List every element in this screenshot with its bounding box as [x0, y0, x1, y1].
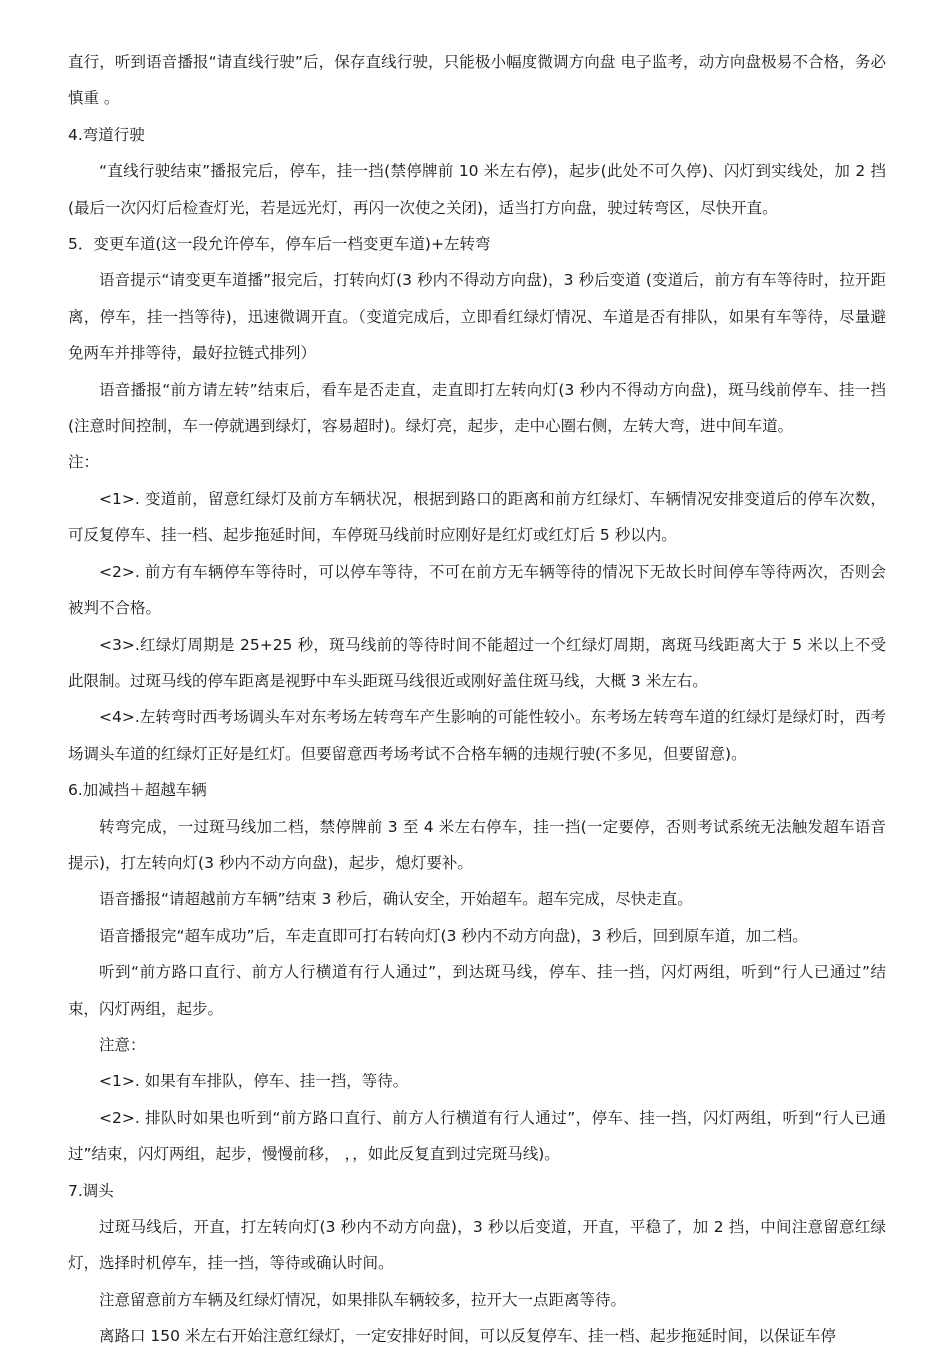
note-item: <2>. 前方有车辆停车等待时，可以停车等待，不可在前方无车辆等待的情况下无故长时间停车等待两次，否则会被判不合格。: [68, 562, 886, 618]
note-item: <2>. 排队时如果也听到“前方路口直行、前方人行横道有行人通过”，停车、挂一挡，闪灯两组，听到“行人已通过”结束，闪灯两组，起步，慢慢前移， ，，如此反复直到过完斑马线)。: [68, 1108, 886, 1164]
paragraph-continuation: 直行，听到语音播报“请直线行驶”后，保存直线行驶，只能极小幅度微调方向盘 电子监考，动方向盘极易不合格，务必慎重 。: [68, 53, 886, 108]
paragraph: 语音播报完“超车成功”后，车走直即可打右转向灯(3 秒内不动方向盘)，3 秒后，回到原车道，加二档。: [99, 926, 808, 945]
paragraph: 语音播报“请超越前方车辆”结束 3 秒后，确认安全，开始超车。超车完成，尽快走直。: [99, 890, 693, 909]
paragraph: 转弯完成，一过斑马线加二档，禁停牌前 3 至 4 米左右停车，挂一挡(一定要停，否则考试系统无法触发超车语音提示)，打左转向灯(3 秒内不动方向盘)，起步，熄灯要补。: [68, 817, 886, 872]
paragraph: 离路口 150 米左右开始注意红绿灯，一定安排好时间，可以反复停车、挂一档、起步拖延时间，以保证车停: [99, 1327, 836, 1346]
paragraph: “直线行驶结束”播报完后，停车，挂一挡(禁停牌前 10 米左右停)，起步(此处不可久停)、闪灯到实线处，加 2 挡(最后一次闪灯后检查灯光，若是远光灯，再闪一次使之关闭)，适当打方向盘，驶过转弯区，尽快开直。: [68, 162, 886, 217]
section-heading-7: 7.调头: [68, 1181, 114, 1200]
paragraph: 过斑马线后，开直，打左转向灯(3 秒内不动方向盘)，3 秒以后变道，开直，平稳了，加 2 挡，中间注意留意红绿灯，选择时机停车，挂一挡，等待或确认时间。: [68, 1218, 886, 1273]
note-label: 注：: [68, 453, 100, 472]
note-item: <3>.红绿灯周期是 25+25 秒，斑马线前的等待时间不能超过一个红绿灯周期，离斑马线距离大于 5 米以上不受此限制。过斑马线的停车距离是视野中车头距斑马线很近或刚好盖住斑马线，大概 3 米左右。: [68, 635, 886, 690]
paragraph: 注意留意前方车辆及红绿灯情况，如果排队车辆较多，拉开大一点距离等待。: [99, 1290, 627, 1309]
note-item: <1>. 如果有车排队，停车、挂一挡，等待。: [99, 1072, 409, 1091]
note-item: <4>.左转弯时西考场调头车对东考场左转弯车产生影响的可能性较小。东考场左转弯车道的红绿灯是绿灯时，西考场调头车道的红绿灯正好是红灯。但要留意西考场考试不合格车辆的违规行驶(不多见，但要留意)。: [68, 708, 886, 763]
note-label: 注意：: [99, 1035, 146, 1054]
paragraph: 语音播报“前方请左转”结束后，看车是否走直，走直即打左转向灯(3 秒内不得动方向盘)，斑马线前停车、挂一挡(注意时间控制，车一停就遇到绿灯，容易超时)。绿灯亮，起步，走中心圈右侧，左转大弯，进中间车道。: [68, 380, 886, 436]
section-heading-4: 4.弯道行驶: [68, 125, 145, 144]
section-heading-5: 5．变更车道(这一段允许停车，停车后一档变更车道)+左转弯: [68, 235, 491, 254]
paragraph: 语音提示“请变更车道播”报完后，打转向灯(3 秒内不得动方向盘)，3 秒后变道 (变道后，前方有车等待时，拉开距离，停车，挂一挡等待)，迅速微调开直。（变道完成后，立即看红绿灯情况、车道是否有排队，如果有车等待，尽量避免两车并排等待，最好拉链式排列）: [68, 271, 886, 363]
section-heading-6: 6.加减挡＋超越车辆: [68, 781, 207, 800]
document-body: [68, 44, 886, 1355]
note-item: <1>. 变道前，留意红绿灯及前方车辆状况，根据到路口的距离和前方红绿灯、车辆情况安排变道后的停车次数，可反复停车、挂一档、起步拖延时间，车停斑马线前时应刚好是红灯或红灯后 5 秒以内。: [68, 489, 886, 545]
paragraph: 听到“前方路口直行、前方人行横道有行人通过”，到达斑马线，停车、挂一挡，闪灯两组，听到“行人已通过”结束，闪灯两组，起步。: [68, 963, 886, 1018]
